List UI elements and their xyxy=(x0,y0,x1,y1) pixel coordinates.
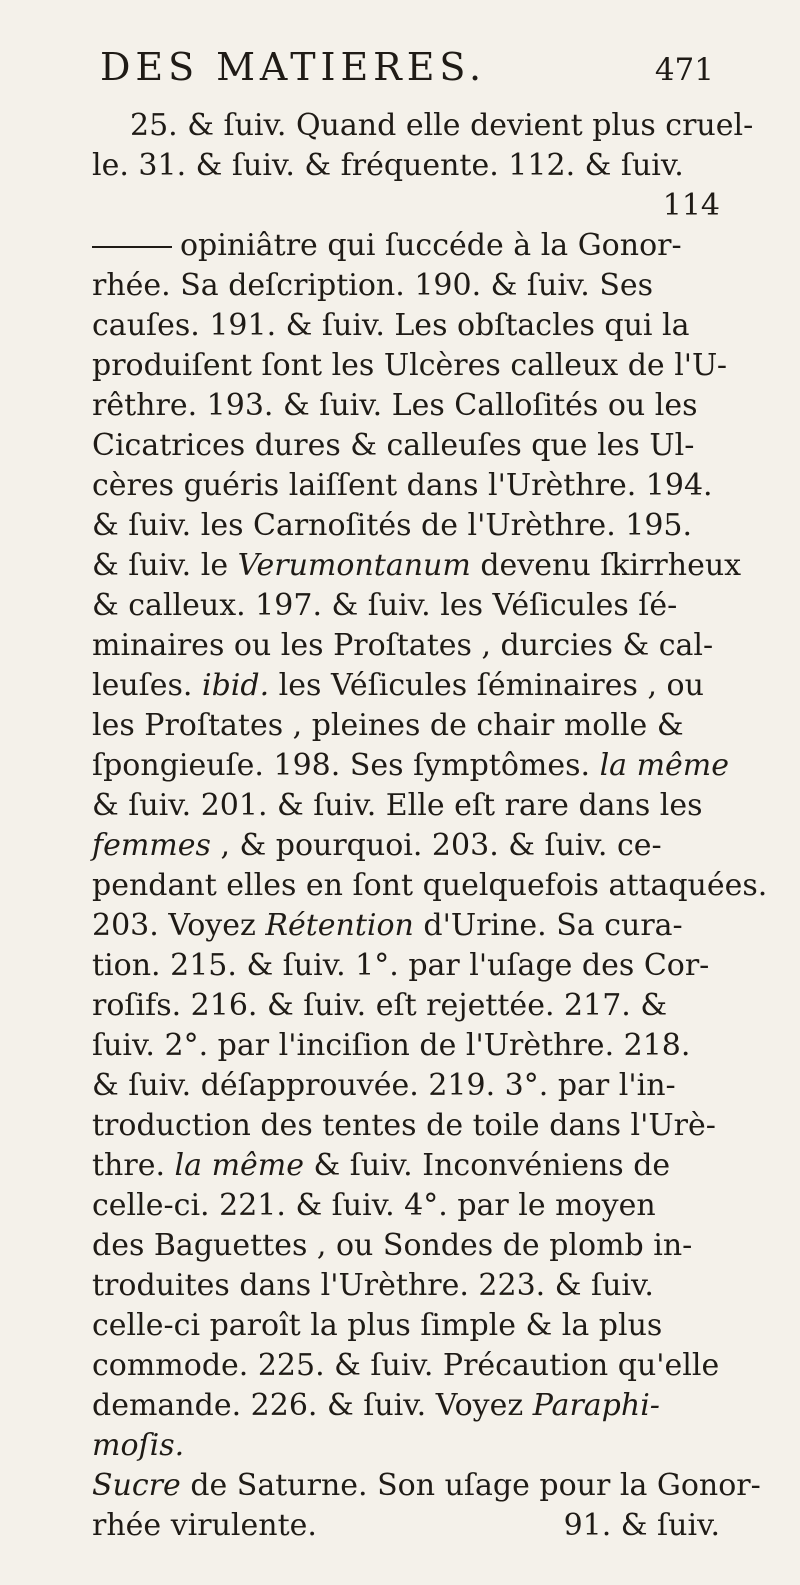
text-line-23: roſifs. 216. & ſuiv. eſt rejettée. 217. & xyxy=(92,988,668,1023)
text-line-12 xyxy=(92,546,742,586)
text-line-27a: thre. xyxy=(92,1148,175,1183)
text-line-33b: Paraphi- xyxy=(532,1388,660,1423)
text-line-5: rhée. Sa deſcription. 190. & ſuiv. Ses xyxy=(92,268,654,303)
text-line-12a: & ſuiv. le xyxy=(92,548,238,583)
text-line-26: troduction des tentes de toile dans l'Urè- xyxy=(92,1108,716,1143)
text-line-9: Cicatrices dures & calleuſes que les Ul- xyxy=(92,428,695,463)
page-number: 471 xyxy=(654,52,714,88)
text-line-10: cères guéris laiſſent dans l'Urèthre. 194. xyxy=(92,468,713,503)
text-line-19a: femmes xyxy=(92,828,211,863)
text-line-24: ſuiv. 2°. par l'inciſion de l'Urèthre. 218. xyxy=(92,1028,691,1063)
text-line-21 xyxy=(92,906,720,946)
text-line-32: commode. 225. & ſuiv. Précaution qu'elle xyxy=(92,1348,720,1383)
text-line-31: celle-ci paroît la plus ſimple & la plus xyxy=(92,1308,663,1343)
text-line-35b: de Saturne. Son uſage pour la Gonor- xyxy=(180,1468,761,1503)
text-line-4-text: opiniâtre qui ſuccéde à la Gonor- xyxy=(180,228,682,263)
text-line-15a: leuſes. xyxy=(92,668,202,703)
text-line-25: & ſuiv. déſapprouvée. 219. 3°. par l'in- xyxy=(92,1068,676,1103)
text-line-1: 25. & ſuiv. Quand elle devient plus cruel- xyxy=(130,108,754,143)
text-line-14: minaires ou les Proſtates , durcies & cal- xyxy=(92,628,714,663)
text-line-21c: d'Urine. Sa cura- xyxy=(413,908,683,943)
text-line-6: cauſes. 191. & ſuiv. Les obſtacles qui la xyxy=(92,308,690,343)
text-line-20: pendant elles en ſont quelquefois attaquées. xyxy=(92,868,768,903)
text-line-22: tion. 215. & ſuiv. 1°. par l'uſage des Cor- xyxy=(92,948,710,983)
text-line-34-text: moſis. xyxy=(92,1428,185,1463)
text-line-12c: devenu ſkirrheux xyxy=(470,548,742,583)
text-line-16: les Proſtates , pleines de chair molle & xyxy=(92,708,684,743)
text-line-2: le. 31. & ſuiv. & fréquente. 112. & ſuiv. xyxy=(92,148,684,183)
text-line-12b: Verumontanum xyxy=(237,548,471,583)
text-line-7: produiſent ſont les Ulcères calleux de l'U- xyxy=(92,348,727,383)
text-line-35 xyxy=(92,1466,761,1506)
text-line-21b: Rétention xyxy=(265,908,414,943)
text-line-19b: , & pourquoi. 203. & ſuiv. ce- xyxy=(210,828,662,863)
text-line-15c: les Véſicules ſéminaires , ou xyxy=(269,668,704,703)
dash-mark xyxy=(92,246,172,248)
text-line-27 xyxy=(92,1146,720,1186)
text-line-15b: ibid. xyxy=(202,668,270,703)
text-line-3: 114 xyxy=(662,188,720,223)
text-line-17 xyxy=(92,746,729,786)
text-line-11: & ſuiv. les Carnoſités de l'Urèthre. 195. xyxy=(92,508,693,543)
running-head xyxy=(100,45,714,89)
text-line-15 xyxy=(92,666,720,706)
text-line-28: celle-ci. 221. & ſuiv. 4°. par le moyen xyxy=(92,1188,656,1223)
text-line-36 xyxy=(92,1506,720,1546)
text-line-30: troduites dans l'Urèthre. 223. & ſuiv. xyxy=(92,1268,654,1303)
text-line-27b: la même xyxy=(174,1148,304,1183)
text-line-29: des Baguettes , ou Sondes de plomb in- xyxy=(92,1228,693,1263)
text-line-27c: & ſuiv. Inconvéniens de xyxy=(303,1148,671,1183)
text-line-35a: Sucre xyxy=(92,1468,181,1503)
index-text xyxy=(92,106,768,1546)
text-line-33a: demande. 226. & ſuiv. Voyez xyxy=(92,1388,533,1423)
running-title: DES MATIERES. xyxy=(100,45,487,89)
text-line-33 xyxy=(92,1386,720,1426)
text-line-13: & calleux. 197. & ſuiv. les Véſicules ſé- xyxy=(92,588,678,623)
text-line-8: rêthre. 193. & ſuiv. Les Calloſités ou les xyxy=(92,388,698,423)
text-line-34 xyxy=(92,1426,720,1466)
text-line-36b: 91. & ſuiv. xyxy=(563,1508,720,1543)
text-line-4 xyxy=(92,226,720,266)
text-line-21a: 203. Voyez xyxy=(92,908,266,943)
text-line-18: & ſuiv. 201. & ſuiv. Elle eſt rare dans les xyxy=(92,788,703,823)
text-line-17b: la même xyxy=(599,748,729,783)
text-line-17a: ſpongieuſe. 198. Ses ſymptômes. xyxy=(92,748,600,783)
text-line-19 xyxy=(92,826,720,866)
text-line-36a: rhée virulente. xyxy=(92,1508,317,1543)
